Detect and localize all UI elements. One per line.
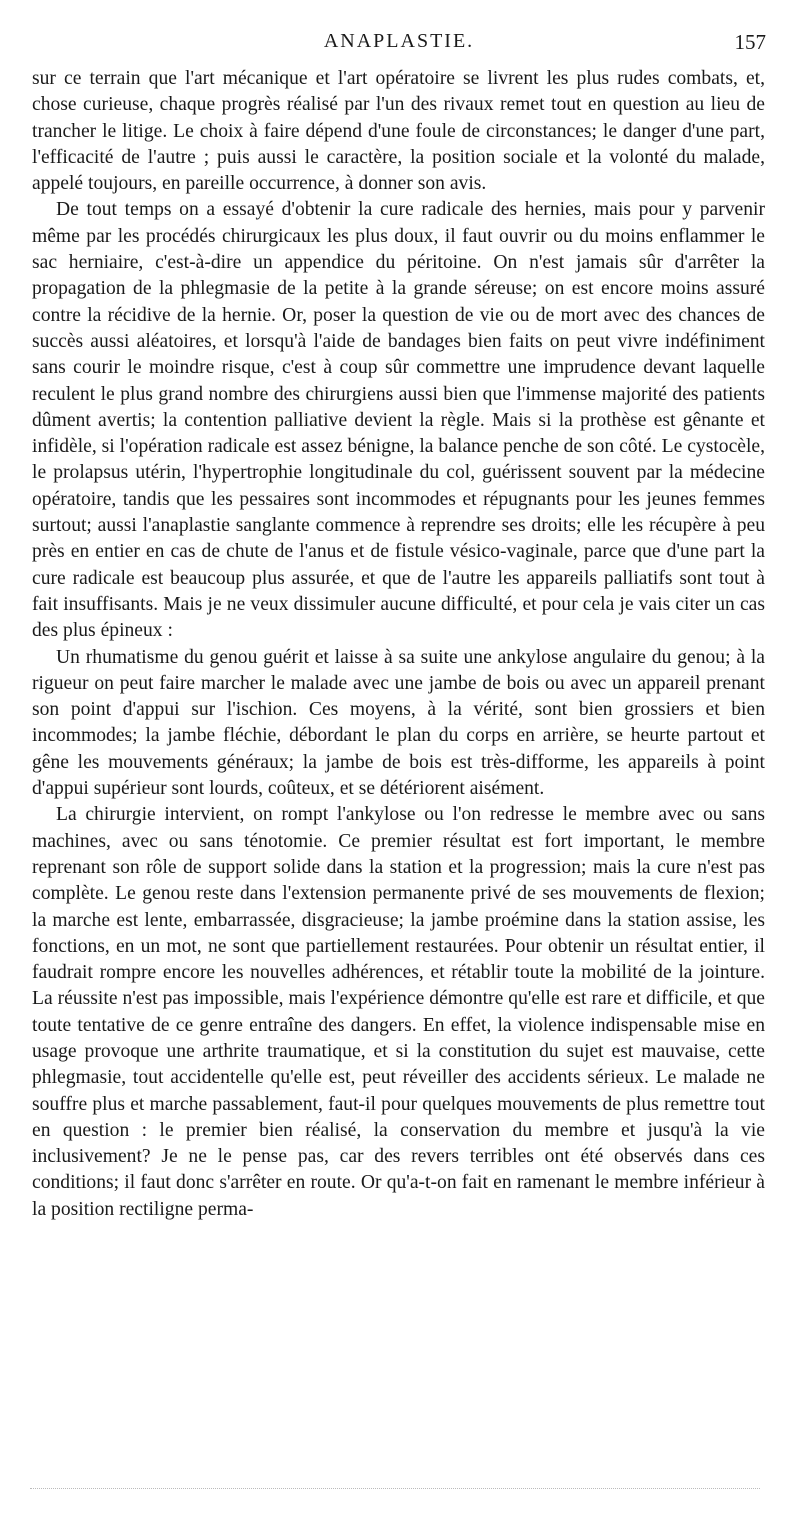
paragraph-continuation: sur ce terrain que l'art mécanique et l'art opératoire se livrent les plus rudes combats, et, chose curieuse, chaque progrès réalisé par l'un des rivaux remet tout en question au lieu de trancher le litige. Le choix à faire dépend d'une foule de circonstances; le danger d'une part, l'efficacité de l'autre ; puis aussi le caractère, la position sociale et la volonté du malade, appelé toujours, en pareille occurrence, à donner son avis. bbox=[32, 68, 765, 195]
body-text bbox=[32, 66, 765, 1223]
paragraph-rhumatisme: Un rhumatisme du genou guérit et laisse à sa suite une ankylose angulaire du genou; à la rigueur on peut faire marcher le malade avec une jambe de bois ou avec un appareil prenant son point d'appui sur l'ischion. Ces moyens, à la vérité, sont bien grossiers et bien incommodes; la jambe fléchie, débordant le plan du corps en arrière, se heurte partout et gêne les mouvements généraux; la jambe de bois est très-difforme, les appareils à point d'appui supérieur sont lourds, coûteux, et se détériorent aisément. bbox=[32, 646, 765, 800]
footer-rule bbox=[30, 1488, 760, 1489]
paragraph-chirurgie: La chirurgie intervient, on rompt l'ankylose ou l'on redresse le membre avec ou sans machines, avec ou sans ténotomie. Ce premier résultat est fort important, le membre reprenant son rôle de support solide dans la station et la progression; mais la cure n'est pas complète. Le genou reste dans l'extension permanente privé de ses mouvements de flexion; la marche est lente, embarrassée, disgracieuse; la jambe proémine dans la station assise, les fonctions, en un mot, ne sont que partiellement restaurées. Pour obtenir un résultat entier, il faudrait rompre encore les nouvelles adhérences, et rétablir toute la mobilité de la jointure. La réussite n'est pas impossible, mais l'expérience démontre qu'elle est rare et difficile, et que toute tentative de ce genre entraîne des dangers. En effet, la violence indispensable mise en usage provoque une arthrite traumatique, et si la constitution du sujet est mauvaise, cette phlegmasie, tout accidentelle qu'elle est, peut réveiller des accidents sérieux. Le malade ne souffre plus et marche passablement, faut-il pour quelques mouvements de plus remettre tout en question : le premier bien réalisé, la conservation du membre et jusqu'à la vie inclusivement? Je ne le pense pas, car des revers terribles ont été observés dans ces conditions; il faut donc s'arrêter en route. Or qu'a-t-on fait en ramenant le membre inférieur à la position rectiligne perma- bbox=[32, 804, 765, 1220]
paragraph-hernies: De tout temps on a essayé d'obtenir la cure radicale des hernies, mais pour y parvenir même par les procédés chirurgicaux les plus doux, il faut ouvrir ou du moins enflammer le sac herniaire, c'est-à-dire un appendice du péritoine. On n'est jamais sûr d'arrêter la propagation de la phlegmasie de la petite à la grande séreuse; on est encore moins assuré contre la récidive de la hernie. Or, poser la question de vie ou de mort avec des chances de succès aussi aléatoires, et lorsqu'à l'aide de bandages bien faits on peut vivre indéfiniment sans courir le moindre risque, c'est à coup sûr commettre une imprudence devant laquelle reculent le plus grand nombre des chirurgiens aussi bien que l'immense majorité des patients dûment avertis; la contention palliative devient la règle. Mais si la prothèse est gênante et infidèle, si l'opération radicale est assez bénigne, la balance penche de son côté. Le cystocèle, le prolapsus utérin, l'hypertrophie longitudinale du col, guérissent souvent par la médecine opératoire, tandis que les pessaires sont incommodes et répugnants pour les jeunes femmes surtout; aussi l'anaplastie sanglante commence à reprendre ses droits; elle les récupère à peu près en entier en cas de chute de l'anus et de fistule vésico-vaginale, parce que d'une part la cure radicale est beaucoup plus assurée, et que de l'autre les appareils palliatifs sont tout à fait insuffisants. Mais je ne veux dissimuler aucune difficulté, et pour cela je vais citer un cas des plus épineux : bbox=[32, 199, 765, 642]
running-header bbox=[32, 30, 766, 58]
running-title: ANAPLASTIE. bbox=[323, 30, 475, 52]
page-number: 157 bbox=[734, 30, 766, 54]
